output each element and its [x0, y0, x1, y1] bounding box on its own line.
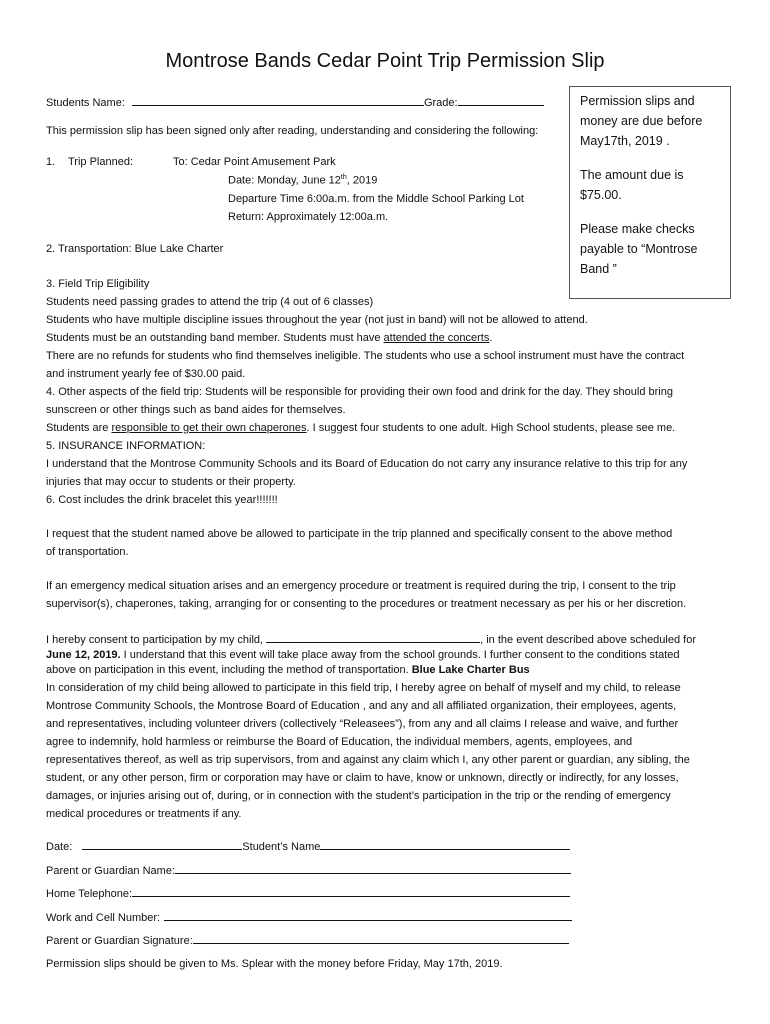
cost-line: 6. Cost includes the drink bracelet this year!!!!!!! — [46, 494, 278, 506]
eligibility-discipline: Students who have multiple discipline issues throughout the year (not just in band) will not be allowed to attend. — [46, 314, 588, 326]
eligibility-grades: Students need passing grades to attend the trip (4 out of 6 classes) — [46, 296, 374, 308]
eligibility-heading: 3. Field Trip Eligibility — [46, 278, 150, 290]
trip-number: 1. — [46, 156, 56, 168]
release-paragraph: In consideration of my child being allowed to participate in this field trip, I hereby agree on behalf of myself and my child, to release Montrose Community Schools, the Montrose Board of Education , and any and all affiliated organization, their employees, agents, and representatives, including volunteer drivers (collectively “Releasees”), from any and all claims I release and waive, and further agree to indemnify, hold harmless or reimburse the Board of Education, the individual members, agents, employees, and representatives thereof, as well as trip supervisors, from and against any claim which I, any other parent or guardian, any sibling, the student, or any other person, firm or corporation may have or claim to have, know or unknown, directly or indirectly, for any losses, damages, or injuries arising out of, during, or in connection with the student’s participation in the trip or the rending of emergency medical procedures or treatments if any. — [46, 682, 690, 820]
emergency-paragraph: If an emergency medical situation arises and an emergency procedure or treatment is required during the trip, I consent to the trip supervisor(s), chaperones, taking, arranging for or consenting to the procedures or treatment necessary as per his or her discretion. — [46, 580, 687, 610]
home-phone-field[interactable] — [132, 885, 570, 897]
chaperones-line: Students are responsible to get their own chaperones. I suggest four students to one adult. High School students, please see me. — [46, 422, 676, 434]
page-title: Montrose Bands Cedar Point Trip Permission Slip — [165, 50, 605, 72]
eligibility-fee: and instrument yearly fee of $30.00 paid. — [46, 368, 246, 380]
date-student-line — [46, 838, 570, 853]
consent-line-2: June 12, 2019. I understand that this event will take place away from the school grounds. I further consent to the conditions stated — [46, 649, 680, 661]
consent-section — [46, 631, 696, 678]
intro-text: This permission slip has been signed only after reading, understanding and considering the following: — [46, 125, 539, 137]
other-aspects-2: sunscreen or other things such as band aides for themselves. — [46, 404, 346, 416]
footer-note: Permission slips should be given to Ms. Splear with the money before Friday, May 17th, 2019. — [46, 958, 503, 970]
work-cell-field[interactable] — [164, 909, 572, 921]
consent-line-3: above on participation in this event, including the method of transportation. Blue Lake Charter Bus — [46, 664, 530, 676]
parent-name-line — [46, 862, 571, 877]
eligibility-refunds: There are no refunds for students who find themselves ineligible. The students who use a school instrument must have the contract — [46, 350, 685, 362]
parent-name-label: Parent or Guardian Name: — [46, 865, 176, 877]
home-phone-label: Home Telephone: — [46, 888, 133, 900]
transportation: 2. Transportation: Blue Lake Charter — [46, 243, 224, 255]
students-name-field[interactable] — [132, 94, 424, 106]
eligibility-member: Students must be an outstanding band member. Students must have attended the concerts. — [46, 332, 493, 344]
insurance-heading: 5. INSURANCE INFORMATION: — [46, 440, 206, 452]
grade-label: Grade: — [423, 97, 458, 109]
signature-line — [46, 932, 569, 947]
home-phone-line — [46, 885, 570, 900]
students-name-label: Students Name: — [46, 97, 125, 109]
grade-field[interactable] — [458, 94, 544, 106]
date-label: Date: — [46, 841, 73, 853]
due-notice-box — [569, 86, 731, 299]
insurance-line-1: I understand that the Montrose Community Schools and its Board of Education do not carry any insurance relative to this trip for any — [46, 458, 688, 470]
signature-label: Parent or Guardian Signature: — [46, 935, 193, 947]
signature-field[interactable] — [193, 932, 569, 944]
child-name-field[interactable] — [266, 631, 480, 643]
insurance-line-2: injuries that may occur to students or their property. — [46, 476, 296, 488]
parent-name-field[interactable] — [175, 862, 571, 874]
students-name-line — [46, 94, 544, 109]
request-paragraph: I request that the student named above be allowed to participate in the trip planned and specifically consent to the above method of transportation. — [46, 528, 673, 558]
work-cell-line — [46, 909, 572, 924]
work-cell-label: Work and Cell Number: — [46, 912, 161, 924]
student-name-field[interactable] — [320, 838, 570, 850]
due-date-note: Permission slips and money are due before May17th, 2019 . — [580, 94, 703, 148]
checks-payable-note: Please make checks payable to “Montrose Band ” — [580, 222, 698, 276]
date-field[interactable] — [82, 838, 242, 850]
consent-line-1: I hereby consent to participation by my child, , in the event described above scheduled for — [46, 631, 696, 648]
trip-label: Trip Planned: — [68, 156, 134, 168]
trip-departure: Departure Time 6:00a.m. from the Middle School Parking Lot — [228, 193, 524, 205]
trip-return: Return: Approximately 12:00a.m. — [228, 211, 389, 223]
other-aspects-1: 4. Other aspects of the field trip: Students will be responsible for providing their own food and drink for the day. They should bring — [46, 386, 673, 398]
eligibility-section — [46, 275, 687, 509]
amount-due-note: The amount due is $75.00. — [580, 168, 684, 202]
trip-date: Date: Monday, June 12th, 2019 — [228, 174, 378, 187]
student-name-label: Student’s Name — [242, 841, 321, 853]
trip-destination: To: Cedar Point Amusement Park — [173, 156, 336, 168]
